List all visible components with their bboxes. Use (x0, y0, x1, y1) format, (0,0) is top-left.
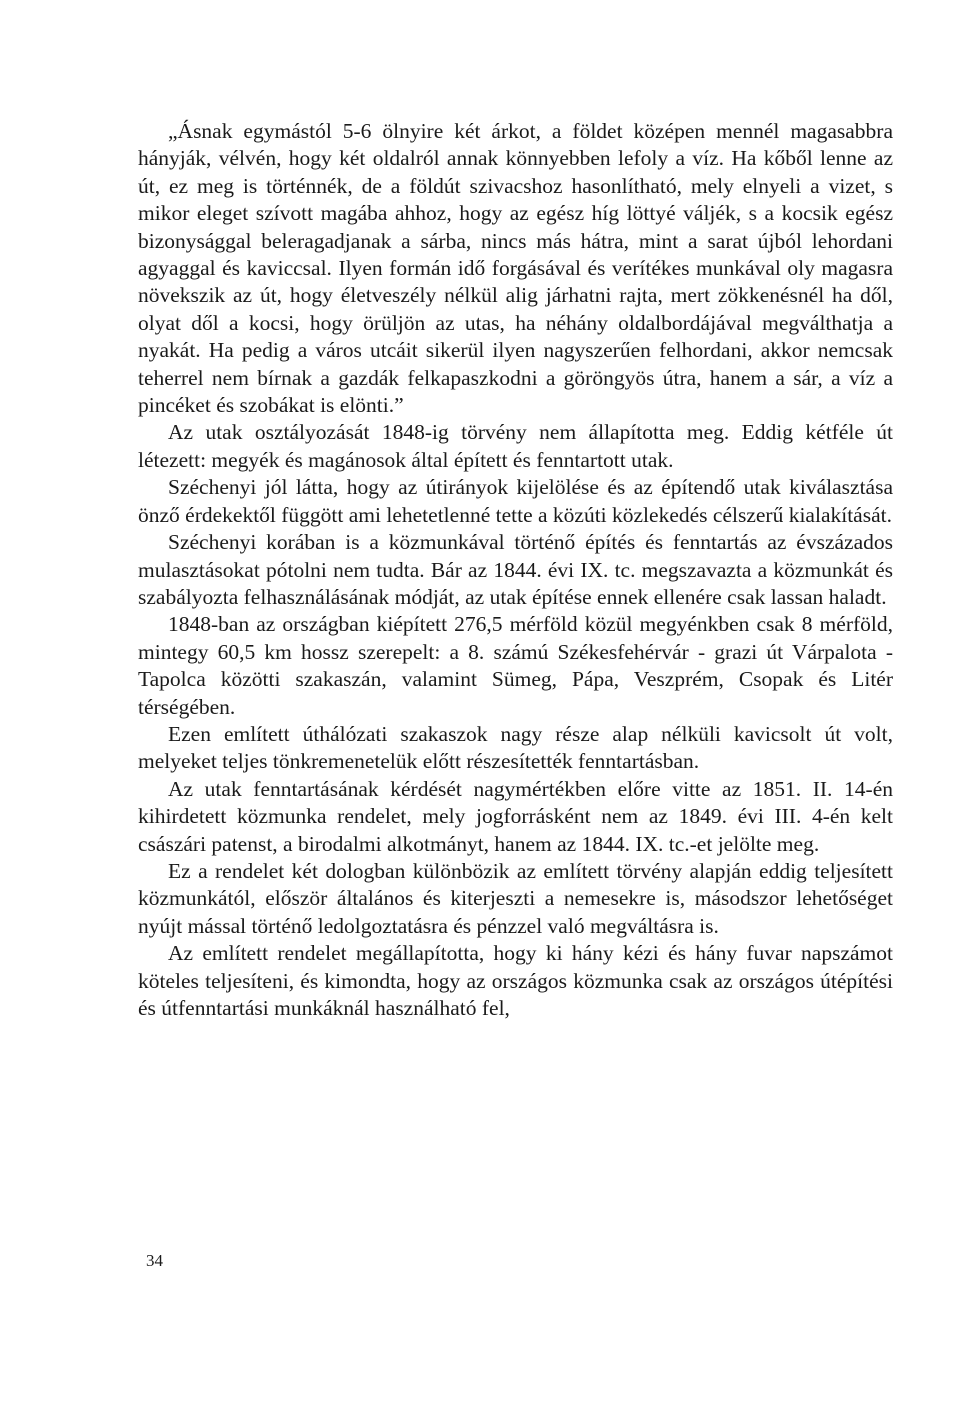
page-number: 34 (146, 1251, 163, 1270)
paragraph-9: Az említett rendelet megállapította, hogy ki hány kézi és hány fuvar napszámot köteles teljesíteni, és kimondta, hogy az országos közmunka csak az országos útépítési és útfenntartási munkáknál használható fel, (138, 941, 893, 1020)
page-body (138, 118, 893, 1298)
paragraph-7: Az utak fenntartásának kérdését nagymértékben előre vitte az 1851. II. 14-én kihirdetett közmunka rendelet, mely jogforrásként nem az 1849. évi III. 4-én kelt császári patenst, a birodalmi alkotmányt, hanem az 1844. IX. tc.-et jelölte meg. (138, 776, 893, 856)
paragraph-1: „Ásnak egymástól 5-6 ölnyire két árkot, a földet középen mennél magasabbra hányják, vélvén, hogy két oldalról annak könnyebben lefoly a víz. Ha kőből lenne az út, ez meg is történnék, de a földút szivacshoz hasonlítható, mely elnyeli a vizet, s mikor eleget szívott magába ahhoz, hogy az egész híg löttyé váljék, s a kocsik egész bizonysággal beleragadjanak a sárba, nincs más hátra, mint a sarat újból lehordani agyaggal és kaviccsal. Ilyen formán idő forgásával és verítékes munkával oly magasra növekszik az út, hogy életveszély nélkül alig járhatni rajta, mert zökkenésnél ha dől, olyat dől a kocsi, hogy örüljön az utas, ha néhány oldalbordájával megválthatja a nyakát. Ha pedig a város utcáit sikerül ilyen nagyszerűen felhordani, akkor nemcsak teherrel nem bírnak a gazdák felkapaszkodni a göröngyös útra, hanem a sár, a víz a pincéket és szobákat is elönti.” (138, 119, 893, 418)
paragraph-4: Széchenyi korában is a közmunkával történő építés és fenntartás az évszázados mulasztásokat pótolni nem tudta. Bár az 1844. évi IX. tc. megszavazta a közmunkát és szabályozta felhasználásának módját, az utak építése ennek ellenére csak lassan haladt. (138, 530, 893, 609)
paragraph-8: Ez a rendelet két dologban különbözik az említett törvény alapján eddig teljesített közmunkától, először általános és kiterjeszti a nemesekre is, másodszor lehetőséget nyújt mással történő ledolgoztatásra és pénzzel való megváltásra is. (138, 858, 893, 938)
paragraph-2: Az utak osztályozását 1848-ig törvény nem állapította meg. Eddig kétféle út létezett: megyék és magánosok által épített és fenntartott utak. (138, 420, 893, 472)
paragraph-6: Ezen említett úthálózati szakaszok nagy része alap nélküli kavicsolt út volt, melyeket teljes tönkremenetelük előtt részesítették fenntartásban. (138, 721, 893, 774)
paragraph-5: 1848-ban az országban kiépített 276,5 mérföld közül megyénkben csak 8 mérföld, mintegy 60,5 km hossz szerepelt: a 8. számú Székesfehérvár - grazi út Várpalota - Tapolca közötti szakaszán, valamint Sümeg, Pápa, Veszprém, Csopak és Litér térségében. (138, 612, 893, 719)
paragraph-3: Széchenyi jól látta, hogy az útirányok kijelölése és az építendő utak kiválasztása önző érdekektől függött ami lehetetlenné tette a közúti közlekedés célszerű kialakítását. (138, 475, 893, 527)
body-text (138, 118, 893, 1022)
